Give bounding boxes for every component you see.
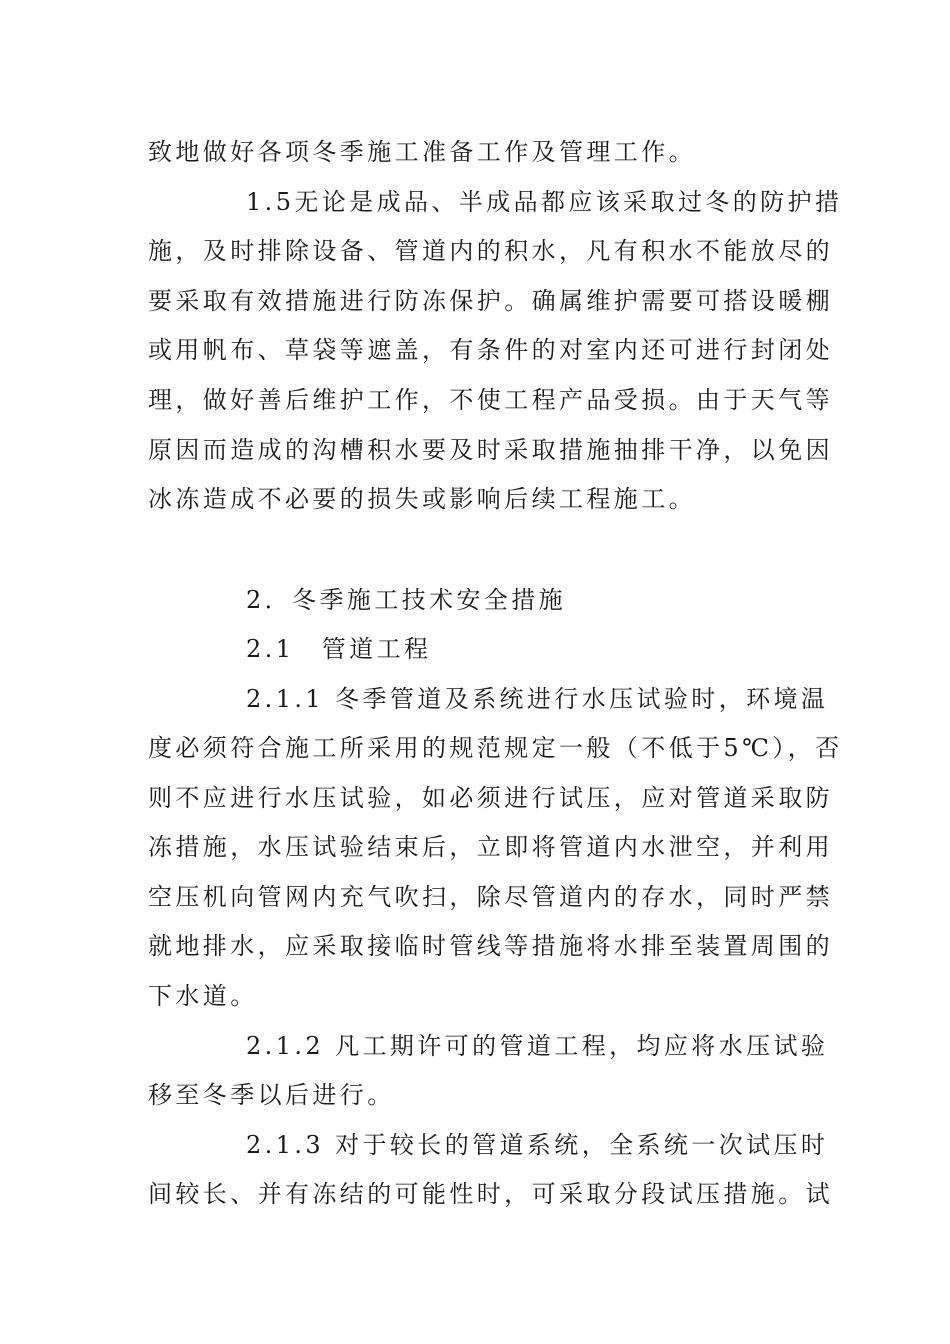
text-line: 间较长、并有冻结的可能性时，可采取分段试压措施。试	[148, 1180, 833, 1208]
text-line: 施，及时排除设备、管道内的积水，凡有积水不能放尽的	[148, 237, 833, 265]
text-line: 1.5无论是成品、半成品都应该采取过冬的防护措	[246, 188, 843, 216]
text-line: 空压机向管网内充气吹扫，除尽管道内的存水，同时严禁	[148, 883, 833, 911]
section-heading: 2．冬季施工技术安全措施	[246, 586, 567, 614]
text-line: 2.1.1 冬季管道及系统进行水压试验时，环境温	[246, 685, 829, 713]
text-line: 冻措施，水压试验结束后，立即将管道内水泄空，并利用	[148, 833, 833, 861]
text-line: 或用帆布、草袋等遮盖，有条件的对室内还可进行封闭处	[148, 336, 833, 364]
text-line: 下水道。	[148, 982, 258, 1010]
text-line: 度必须符合施工所采用的规范规定一般（不低于5℃），否	[148, 734, 843, 762]
text-line: 理，做好善后维护工作，不使工程产品受损。由于天气等	[148, 386, 833, 414]
text-line: 2.1.2 凡工期许可的管道工程，均应将水压试验	[246, 1032, 829, 1060]
text-line: 致地做好各项冬季施工准备工作及管理工作。	[148, 138, 696, 166]
text-line: 就地排水，应采取接临时管线等措施将水排至装置周围的	[148, 932, 833, 960]
text-line: 移至冬季以后进行。	[148, 1081, 395, 1109]
text-line: 2.1.3 对于较长的管道系统，全系统一次试压时	[246, 1131, 829, 1159]
text-line: 原因而造成的沟槽积水要及时采取措施抽排干净，以免因	[148, 436, 833, 464]
text-line: 要采取有效措施进行防冻保护。确属维护需要可搭设暖棚	[148, 287, 833, 315]
subsection-heading: 2.1 管道工程	[246, 635, 432, 663]
text-line: 冰冻造成不必要的损失或影响后续工程施工。	[148, 485, 696, 513]
text-line: 则不应进行水压试验，如必须进行试压，应对管道采取防	[148, 784, 833, 812]
